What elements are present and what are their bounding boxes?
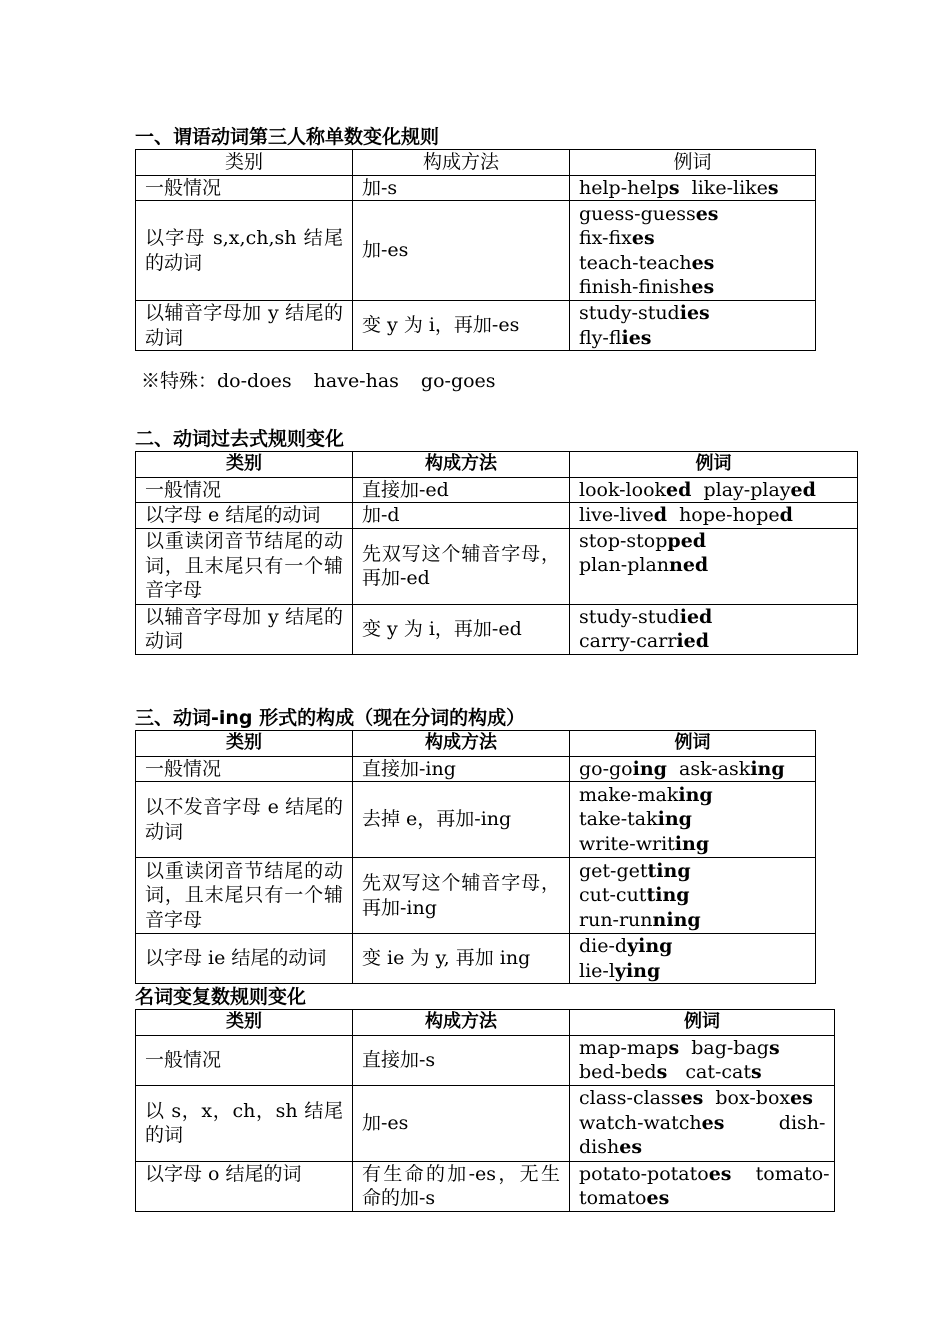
- example-base: go-go: [579, 757, 633, 780]
- table-row: [136, 528, 858, 604]
- header-category: 类别: [136, 731, 353, 757]
- note-item: go-goes: [420, 370, 496, 392]
- method-cell: 直接加-ed: [353, 477, 570, 503]
- category-cell: 以重读闭音节结尾的动词，且末尾只有一个辅音字母: [136, 858, 353, 934]
- table-header-row: [136, 1010, 835, 1036]
- example-base: tomato: [579, 1187, 647, 1209]
- header-examples: 例词: [570, 731, 816, 757]
- table-header-row: [136, 731, 816, 757]
- example-line: [579, 478, 848, 503]
- method-cell: 先双写这个辅音字母，再加-ing: [353, 858, 570, 934]
- example-suffix: ning: [652, 908, 701, 931]
- example-base: potato-potato: [579, 1162, 709, 1185]
- method-cell: 变 ie 为 y, 再加 ing: [353, 934, 570, 984]
- section-noun-plural: [135, 986, 835, 1212]
- example-line: [579, 1135, 825, 1160]
- category-cell: 以辅音字母加 y 结尾的动词: [136, 604, 353, 654]
- example-suffix: ied: [676, 630, 710, 652]
- category-cell: 以重读闭音节结尾的动词，且末尾只有一个辅音字母: [136, 528, 353, 604]
- example-suffix: d: [779, 504, 793, 526]
- example-suffix: ying: [614, 959, 661, 982]
- example-suffix: ies: [621, 326, 652, 349]
- example-base: study-stud: [579, 605, 680, 628]
- example-base: ask-ask: [666, 757, 751, 780]
- examples-cell: [570, 756, 816, 782]
- header-method: 构成方法: [353, 731, 570, 757]
- example-suffix: ed: [666, 478, 692, 501]
- example-base: write-writ: [579, 832, 675, 855]
- category-cell: 以字母 e 结尾的动词: [136, 503, 353, 529]
- example-suffix: ying: [627, 935, 673, 957]
- example-base: fly-fl: [579, 326, 622, 349]
- example-line: [579, 553, 848, 578]
- note-item: do-does: [217, 370, 292, 392]
- table-row: [136, 604, 858, 654]
- category-cell: 以字母 o 结尾的词: [136, 1161, 353, 1211]
- example-base: class-class: [579, 1087, 681, 1110]
- example-line: [579, 883, 806, 908]
- example-suffix: s: [656, 1061, 668, 1083]
- example-suffix: es: [646, 1187, 670, 1209]
- examples-cell: [570, 528, 858, 604]
- example-base: like-like: [679, 176, 768, 199]
- example-line: [579, 226, 806, 251]
- section-title: 二、动词过去式规则变化: [135, 428, 345, 450]
- header-method: 构成方法: [353, 150, 570, 176]
- category-cell: 一般情况: [136, 477, 353, 503]
- examples-cell: [570, 201, 816, 301]
- examples-cell: [570, 858, 816, 934]
- example-line: [579, 1162, 830, 1187]
- examples-cell: [570, 301, 816, 351]
- example-suffix: es: [701, 1111, 725, 1134]
- category-cell: 一般情况: [136, 1035, 353, 1085]
- example-line: [579, 301, 806, 326]
- example-base: live-live: [579, 504, 654, 526]
- category-cell: 以辅音字母加 y 结尾的动词: [136, 301, 353, 351]
- example-base: carry-carr: [579, 630, 677, 652]
- example-base: make-mak: [579, 783, 679, 806]
- example-base: cut-cut: [579, 884, 647, 907]
- example-line: [579, 1060, 825, 1085]
- table-row: [136, 477, 858, 503]
- table-row: [136, 756, 816, 782]
- category-cell: 一般情况: [136, 175, 353, 201]
- table-row: [136, 1035, 835, 1085]
- header-examples: 例词: [570, 150, 816, 176]
- example-suffix: es: [619, 1136, 643, 1159]
- table-row: [136, 1161, 835, 1211]
- example-line: [579, 629, 848, 654]
- example-suffix: ing: [750, 757, 785, 780]
- header-category: 类别: [136, 150, 353, 176]
- example-base: die-d: [579, 935, 628, 957]
- example-base: fix-fix: [579, 227, 632, 249]
- method-cell: 加-es: [353, 201, 570, 301]
- section-third-person: [135, 126, 816, 351]
- example-suffix: es: [695, 202, 719, 225]
- example-base: cat-cat: [667, 1061, 752, 1083]
- example-line: [579, 275, 806, 300]
- header-examples: 例词: [570, 452, 858, 478]
- note-mark: ※特殊：: [141, 370, 218, 392]
- example-suffix: ed: [790, 478, 816, 501]
- example-base: finish-finish: [579, 276, 692, 298]
- header-category: 类别: [136, 452, 353, 478]
- example-line: [579, 202, 806, 227]
- example-base: get-get: [579, 859, 648, 882]
- example-line: [579, 807, 806, 832]
- table-row: [136, 201, 816, 301]
- example-base: take-tak: [579, 808, 658, 831]
- note-item: have-has: [313, 370, 399, 392]
- example-base: run-run: [579, 908, 653, 931]
- special-note: [141, 366, 518, 393]
- example-line: [579, 1111, 825, 1136]
- example-suffix: es: [680, 1087, 704, 1110]
- example-suffix: ies: [679, 302, 710, 324]
- example-suffix: ting: [646, 884, 690, 907]
- example-line: [579, 934, 806, 959]
- example-base: guess-guess: [579, 202, 696, 225]
- section-ing-form: [135, 707, 816, 984]
- header-method: 构成方法: [353, 452, 570, 478]
- header-category: 类别: [136, 1010, 353, 1036]
- method-cell: 变 y 为 i，再加-es: [353, 301, 570, 351]
- method-cell: 直接加-s: [353, 1035, 570, 1085]
- example-base: watch-watch: [579, 1111, 702, 1134]
- example-base: dish-: [724, 1111, 826, 1134]
- example-suffix: ing: [674, 832, 710, 855]
- example-line: [579, 959, 806, 984]
- category-cell: 以不发音字母 e 结尾的动词: [136, 782, 353, 858]
- example-suffix: ned: [669, 554, 709, 576]
- example-line: [579, 757, 806, 782]
- example-suffix: ing: [657, 808, 692, 831]
- example-base: play-play: [691, 478, 791, 501]
- table-row: [136, 934, 816, 984]
- example-line: [579, 326, 806, 351]
- section-title: 一、谓语动词第三人称单数变化规则: [135, 126, 440, 148]
- rules-table: [135, 1009, 835, 1212]
- category-cell: 一般情况: [136, 756, 353, 782]
- table-header-row: [136, 150, 816, 176]
- section-past-tense: [135, 428, 858, 655]
- rules-table: [135, 730, 816, 984]
- table-row: [136, 175, 816, 201]
- table-row: [136, 782, 816, 858]
- example-suffix: ing: [678, 783, 713, 806]
- table-row: [136, 858, 816, 934]
- example-suffix: s: [767, 176, 779, 199]
- category-cell: 以字母 s,x,ch,sh 结尾的动词: [136, 201, 353, 301]
- example-line: [579, 605, 848, 630]
- example-line: [579, 529, 848, 554]
- method-cell: 直接加-ing: [353, 756, 570, 782]
- example-line: [579, 908, 806, 933]
- examples-cell: [570, 934, 816, 984]
- example-line: [579, 251, 806, 276]
- example-suffix: ped: [667, 529, 707, 552]
- method-cell: 去掉 e，再加-ing: [353, 782, 570, 858]
- example-base: bag-bag: [679, 1036, 769, 1059]
- example-line: [579, 176, 806, 201]
- table-header-row: [136, 452, 858, 478]
- header-examples: 例词: [570, 1010, 835, 1036]
- section-title: 名词变复数规则变化: [135, 986, 307, 1008]
- method-cell: 先双写这个辅音字母，再加-ed: [353, 528, 570, 604]
- category-cell: 以 s，x，ch，sh 结尾的词: [136, 1085, 353, 1161]
- example-suffix: es: [790, 1087, 813, 1110]
- header-method: 构成方法: [353, 1010, 570, 1036]
- example-base: lie-l: [579, 959, 615, 982]
- example-suffix: ied: [679, 605, 713, 628]
- table-row: [136, 503, 858, 529]
- example-line: [579, 1086, 825, 1111]
- example-base: box-box: [703, 1087, 791, 1110]
- example-base: bed-bed: [579, 1061, 657, 1083]
- rules-table: [135, 451, 858, 655]
- example-base: dish: [579, 1136, 620, 1159]
- example-suffix: s: [668, 176, 680, 199]
- example-base: stop-stop: [579, 529, 668, 552]
- example-suffix: es: [631, 227, 655, 249]
- example-base: help-help: [579, 176, 669, 199]
- rules-table: [135, 149, 816, 351]
- method-cell: 有生命的加-es，无生命的加-s: [353, 1161, 570, 1211]
- example-suffix: s: [751, 1061, 762, 1083]
- example-suffix: d: [653, 504, 667, 526]
- example-line: [579, 1036, 825, 1061]
- examples-cell: [570, 1161, 835, 1211]
- example-suffix: es: [708, 1162, 732, 1185]
- example-suffix: es: [691, 251, 715, 274]
- example-line: [579, 859, 806, 884]
- method-cell: 加-es: [353, 1085, 570, 1161]
- category-cell: 以字母 ie 结尾的动词: [136, 934, 353, 984]
- example-suffix: ting: [647, 859, 691, 882]
- example-suffix: s: [668, 1036, 680, 1059]
- table-row: [136, 1085, 835, 1161]
- section-title: 三、动词-ing 形式的构成（现在分词的构成）: [135, 707, 526, 729]
- examples-cell: [570, 1035, 835, 1085]
- example-base: study-stud: [579, 302, 680, 324]
- method-cell: 加-d: [353, 503, 570, 529]
- example-suffix: es: [691, 276, 715, 298]
- examples-cell: [570, 782, 816, 858]
- example-base: map-map: [579, 1036, 669, 1059]
- method-cell: 加-s: [353, 175, 570, 201]
- example-base: tomato-: [731, 1162, 830, 1185]
- example-suffix: ing: [632, 757, 667, 780]
- examples-cell: [570, 175, 816, 201]
- example-line: [579, 1186, 825, 1211]
- examples-cell: [570, 604, 858, 654]
- example-base: hope-hope: [666, 504, 780, 526]
- example-line: [579, 503, 848, 528]
- method-cell: 变 y 为 i，再加-ed: [353, 604, 570, 654]
- example-suffix: s: [768, 1036, 780, 1059]
- example-line: [579, 832, 806, 857]
- example-line: [579, 783, 806, 808]
- examples-cell: [570, 477, 858, 503]
- examples-cell: [570, 1085, 835, 1161]
- table-row: [136, 301, 816, 351]
- example-base: look-look: [579, 478, 667, 501]
- example-base: teach-teach: [579, 251, 692, 274]
- examples-cell: [570, 503, 858, 529]
- example-base: plan-plan: [579, 554, 670, 576]
